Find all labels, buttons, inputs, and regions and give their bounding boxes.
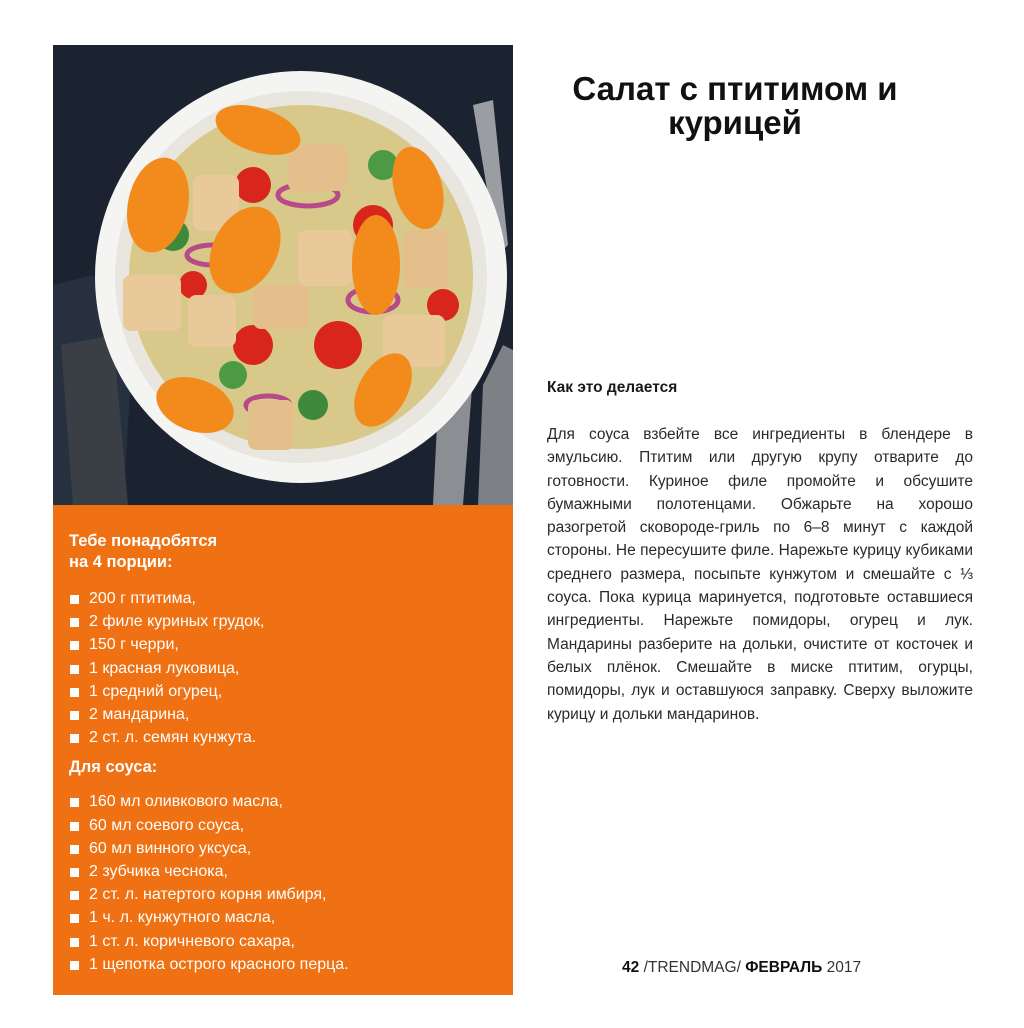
salad-bowl-illustration [53, 45, 513, 505]
salad-photo [53, 45, 513, 505]
ingredients-panel [53, 505, 513, 995]
issue-month: ФЕВРАЛЬ [745, 959, 823, 976]
sauce-item: 1 ч. л. кунжутного масла, [69, 906, 493, 929]
ingredient-item: 2 филе куриных грудок, [69, 610, 493, 633]
sauce-item: 2 зубчика чеснока, [69, 860, 493, 883]
sauce-heading: Для соуса: [69, 758, 158, 777]
sauce-item: 60 мл соевого соуса, [69, 814, 493, 837]
ingredients-heading-line1: Тебе понадобятся [69, 532, 218, 550]
sauce-item: 60 мл винного уксуса, [69, 837, 493, 860]
ingredient-item: 1 красная луковица, [69, 657, 493, 680]
magazine-name: /TRENDMAG/ [643, 959, 741, 976]
page-title: Салат с птитимом и курицей [572, 70, 898, 141]
page-number: 42 [622, 959, 640, 976]
ingredients-heading-line2: на 4 порции: [69, 553, 173, 571]
sauce-item: 1 ст. л. коричневого сахара, [69, 930, 493, 953]
sauce-item: 2 ст. л. натертого корня имбиря, [69, 883, 493, 906]
ingredient-item: 1 средний огурец, [69, 680, 493, 703]
sauce-item: 160 мл оливкового масла, [69, 790, 493, 813]
method-body: Для соуса взбейте все ингредиенты в блендере в эмульсию. Птитим или другую крупу отварите до готовности. Куриное филе промойте и обсушите бумажными полотенцами. Обжарьте на хорошо разогретой сковороде-гриль по 6–8 минут с каждой стороны. Не пересушите филе. Нарежьте курицу кубиками среднего размера, посыпьте кунжутом и смешайте с ⅓ соуса. Пока курица маринуется, подготовьте оставшиеся ингредиенты. Нарежьте помидоры, огурец и лук. Мандарины разберите на дольки, очистите от косточек и белых плёнок. Смешайте в миске птитим, огурцы, помидоры, лук и оставшуюся заправку. Сверху выложите курицу и дольки мандаринов. [547, 426, 973, 723]
ingredient-item: 150 г черри, [69, 633, 493, 656]
sauce-list [69, 790, 493, 976]
ingredients-list [69, 587, 493, 749]
ingredient-item: 2 мандарина, [69, 703, 493, 726]
ingredient-item: 200 г птитима, [69, 587, 493, 610]
page-footer [622, 959, 861, 977]
method-heading: Как это делается [547, 379, 678, 396]
sauce-item: 1 щепотка острого красного перца. [69, 953, 493, 976]
ingredients-heading [69, 531, 493, 573]
ingredient-item: 2 ст. л. семян кунжута. [69, 726, 493, 749]
issue-year: 2017 [826, 959, 862, 976]
